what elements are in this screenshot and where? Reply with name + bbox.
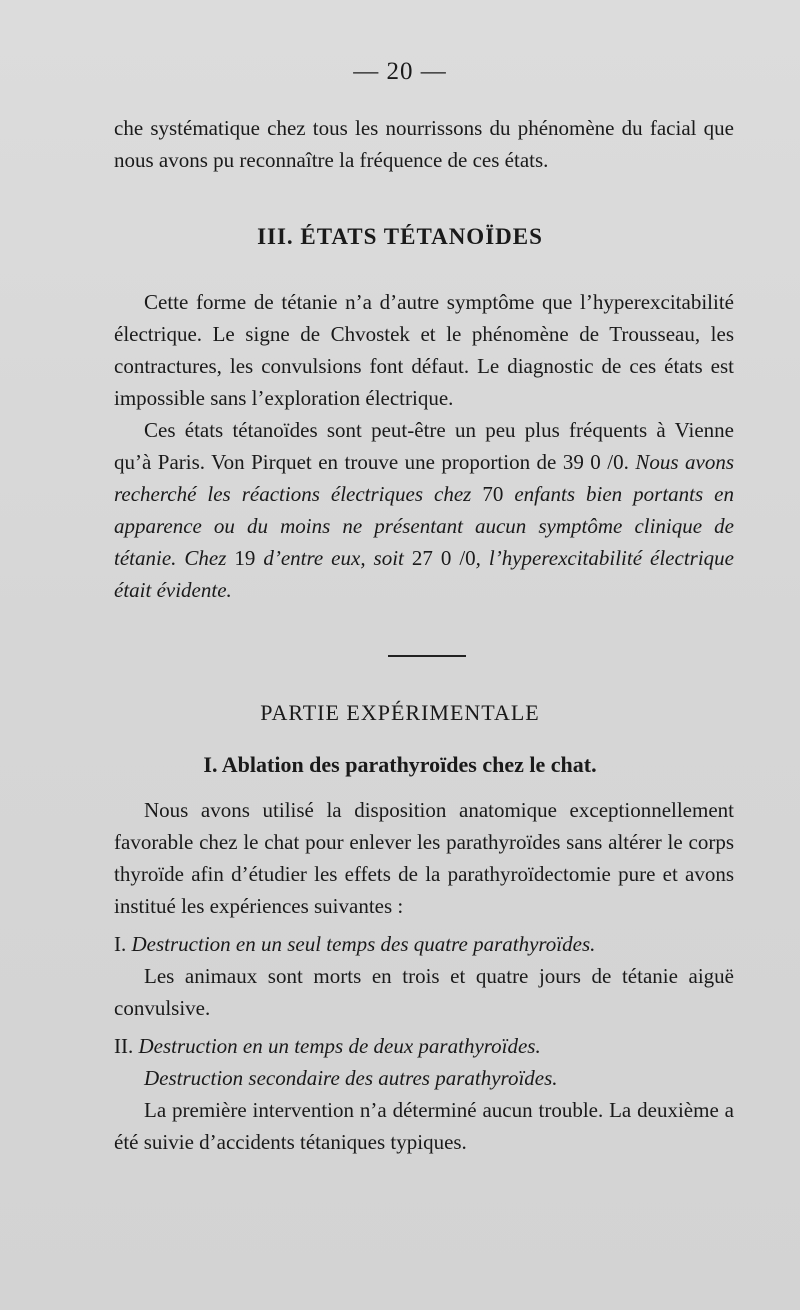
paragraph-2-italic-d: , l’hyperexcitabilité électrique était évidente. xyxy=(114,546,734,602)
section-body xyxy=(114,286,734,606)
experiment-1-title xyxy=(114,928,734,960)
experiment-2-number: II. xyxy=(114,1034,139,1058)
paragraph-2-number-70: 70 xyxy=(482,482,504,506)
section-divider xyxy=(388,655,466,657)
experiment-intro: Nous avons utilisé la disposition anatomique exceptionnellement favorable chez le chat pour enlever les parathyroïdes sans altérer le corps thyroïde afin d’étudier les effets de la parathyroïdectomie pure et avons institué les expériences suivantes : xyxy=(114,798,734,918)
intro-paragraph xyxy=(114,112,734,176)
experiment-2-subtitle: Destruction secondaire des autres parathyroïdes. xyxy=(144,1066,558,1090)
section-heading: III. ÉTATS TÉTANOÏDES xyxy=(257,224,543,249)
page-number: — 20 — xyxy=(353,58,447,85)
experiment-2-title xyxy=(114,1030,734,1062)
experiment-1-title-text: Destruction en un seul temps des quatre parathyroïdes. xyxy=(131,932,596,956)
part-heading: PARTIE EXPÉRIMENTALE xyxy=(260,700,540,725)
experiment-2-text: La première intervention n’a déterminé aucun trouble. La deuxième a été suivie d’accidents tétaniques typiques. xyxy=(114,1098,734,1154)
paragraph-2-italic-a: Nous avons recherché les réactions électriques chez xyxy=(114,450,734,506)
experiment-body xyxy=(114,794,734,1158)
paragraph-2-italic-b: enfants bien portants en apparence ou du moins ne présentant aucun symptôme clinique de tétanie. Chez xyxy=(114,482,734,570)
intro-text: che systématique chez tous les nourrissons du phénomène du facial que nous avons pu reconnaître la fréquence de ces états. xyxy=(114,116,734,172)
paragraph-2-italic-c: d’entre eux, soit xyxy=(255,546,412,570)
experiment-2-title-text: Destruction en un temps de deux parathyroïdes. xyxy=(138,1034,541,1058)
experiment-1-number: I. xyxy=(114,932,132,956)
section-paragraph-2 xyxy=(114,414,734,606)
section-paragraph-1: Cette forme de tétanie n’a d’autre symptôme que l’hyperexcitabilité électrique. Le signe de Chvostek et le phénomène de Trousseau, les contractures, les convulsions font défaut. Le diagnostic de ces états est impossible sans l’exploration électrique. xyxy=(114,290,734,410)
paragraph-2-number-19: 19 xyxy=(234,546,256,570)
subsection-heading: I. Ablation des parathyroïdes chez le chat. xyxy=(203,752,597,777)
experiment-1-text: Les animaux sont morts en trois et quatre jours de tétanie aiguë convulsive. xyxy=(114,964,734,1020)
paragraph-2-number-27: 27 0 /0 xyxy=(411,546,476,570)
paragraph-2-regular: Ces états tétanoïdes sont peut-être un peu plus fréquents à Vienne qu’à Paris. Von Pirquet en trouve une proportion de 39 0 /0. xyxy=(114,418,734,474)
